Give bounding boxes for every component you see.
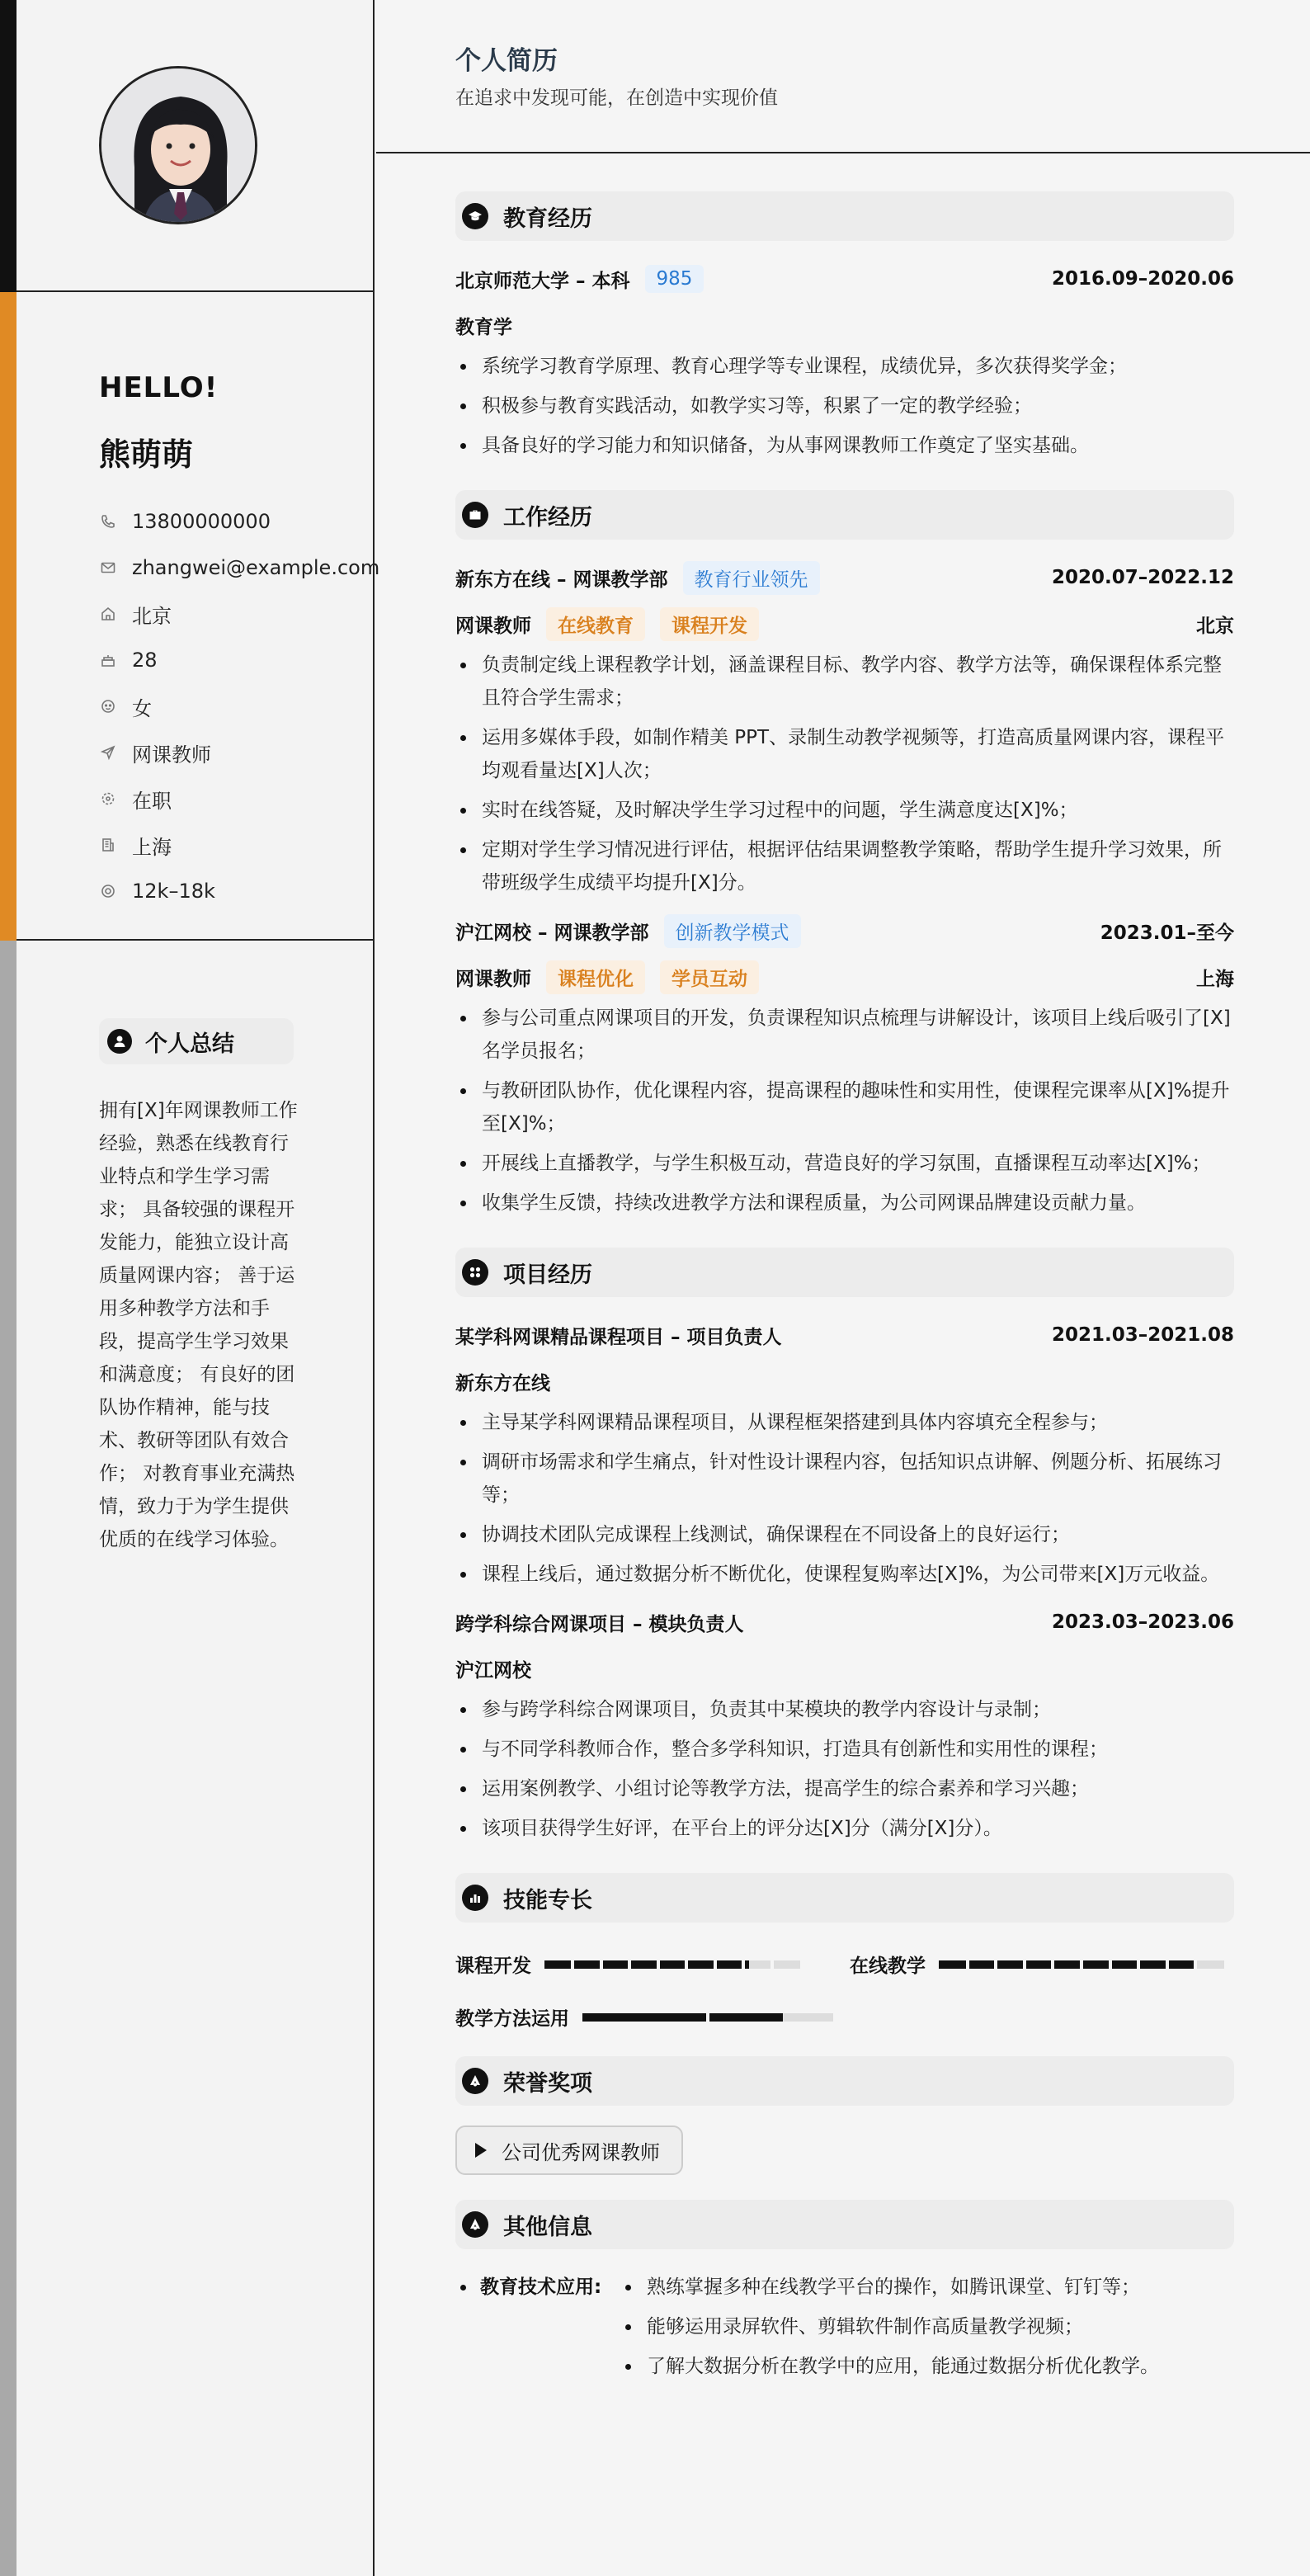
sidebar bbox=[16, 0, 380, 2576]
list-item: 了解大数据分析在教学中的应用，能通过数据分析优化教学。 bbox=[620, 2350, 1159, 2383]
award-icon bbox=[462, 2068, 488, 2094]
list-item: 主导某学科网课精品课程项目，从课程框架搭建到具体内容填充全程参与； bbox=[455, 1406, 1234, 1439]
other-section bbox=[455, 2200, 1234, 2377]
info-gender-value: 女 bbox=[132, 696, 152, 720]
mail-icon bbox=[99, 559, 117, 577]
cake-icon bbox=[99, 651, 117, 669]
list-item: 参与跨学科综合网课项目，负责其中某模块的教学内容设计与录制； bbox=[455, 1693, 1234, 1726]
skill-bar-gap bbox=[628, 1960, 631, 1969]
skill-name: 在线教学 bbox=[850, 1956, 926, 1977]
resume-header bbox=[376, 0, 1310, 153]
skill-bar-gap bbox=[1051, 1960, 1054, 1969]
building-icon bbox=[99, 836, 117, 854]
job-company-tag: 创新教学模式 bbox=[664, 914, 801, 948]
job-company: 新东方在线 – 网课教学部 bbox=[455, 569, 668, 591]
skill-bar-gap bbox=[1137, 1960, 1140, 1969]
work-section bbox=[455, 490, 1234, 1220]
briefcase-icon bbox=[462, 502, 488, 528]
education-major: 教育学 bbox=[455, 316, 512, 338]
grid-icon bbox=[462, 1259, 488, 1286]
skill-bar-gap bbox=[742, 1960, 745, 1969]
info-age-value: 28 bbox=[132, 649, 158, 672]
job-date: 2023.01–至今 bbox=[1100, 922, 1234, 944]
list-item: 运用多媒体手段，如制作精美 PPT、录制生动教学视频等，打造高质量网课内容，课程平均观看量达[X]人次； bbox=[455, 721, 1234, 787]
job-role-row bbox=[455, 954, 1234, 1000]
list-item: 负责制定线上课程教学计划，涵盖课程目标、教学内容、教学方法等，确保课程体系完整且符合学生需求； bbox=[455, 649, 1234, 715]
accent-strip-bottom bbox=[0, 941, 16, 2576]
job-role: 网课教师 bbox=[455, 615, 531, 637]
skills-title: 技能专长 bbox=[503, 1887, 592, 1913]
summary-heading bbox=[99, 1018, 294, 1064]
honor-badge bbox=[455, 2125, 683, 2175]
skill-item bbox=[455, 1951, 800, 1978]
graduation-cap-icon bbox=[462, 203, 488, 229]
list-item: 与不同学科教师合作，整合多学科知识，打造具有创新性和实用性的课程； bbox=[455, 1733, 1234, 1766]
other-info-label: 教育技术应用: bbox=[480, 2271, 601, 2304]
skill-bar-gap bbox=[714, 1960, 717, 1969]
info-salary bbox=[99, 868, 379, 914]
job-role-row bbox=[455, 601, 1234, 647]
list-item: 积极参与教育实践活动，如教学实习等，积累了一定的教学经验； bbox=[455, 389, 1234, 422]
job-city: 北京 bbox=[1196, 615, 1234, 637]
skill-name: 课程开发 bbox=[455, 1956, 531, 1977]
list-item: 参与公司重点网课项目的开发，负责课程知识点梳理与讲解设计，该项目上线后吸引了[X]名学员报名； bbox=[455, 1002, 1234, 1068]
hello-heading: HELLO! bbox=[99, 371, 219, 404]
job-header bbox=[455, 908, 1234, 954]
education-title: 教育经历 bbox=[503, 205, 592, 232]
user-icon bbox=[107, 1029, 132, 1054]
job-role-tag: 课程开发 bbox=[660, 607, 759, 641]
info-position bbox=[99, 729, 379, 776]
school-tag: 985 bbox=[645, 265, 704, 293]
info-email bbox=[99, 545, 379, 591]
job-role-tag: 学员互动 bbox=[660, 960, 759, 994]
info-location bbox=[99, 591, 379, 637]
project-org: 新东方在线 bbox=[455, 1372, 550, 1394]
education-bullets bbox=[455, 350, 1234, 462]
summary-text: 拥有[X]年网课教师工作经验，熟悉在线教育行业特点和学生学习需求； 具备较强的课程开发能力，能独立设计高质量网课内容； 善于运用多种教学方法和手段，提高学生学习效果和满意度； 有良好的团队协作精神，能与技术、教研等团队有效合作； 对教育事业充满热情，致力于为学生提供优质的在线学习体验。 bbox=[99, 1100, 298, 1550]
info-status bbox=[99, 776, 379, 822]
skill-bar-gap bbox=[600, 1960, 603, 1969]
job-role-tag: 课程优化 bbox=[546, 960, 645, 994]
skill-bar-gap bbox=[994, 1960, 997, 1969]
skills-heading bbox=[455, 1873, 1234, 1923]
list-item: 与教研团队协作，优化课程内容，提高课程的趣味性和实用性，使课程完课率从[X]%提升至[X]%； bbox=[455, 1074, 1234, 1140]
job-entry bbox=[455, 908, 1234, 1220]
skill-bar-gap bbox=[1023, 1960, 1026, 1969]
skill-bar-gap bbox=[1194, 1960, 1197, 1969]
skills-list bbox=[455, 1923, 1234, 2030]
skill-item bbox=[850, 1951, 1224, 1978]
project-bullets bbox=[455, 1693, 1234, 1845]
skill-bar bbox=[544, 1960, 800, 1969]
project-org-row bbox=[455, 1358, 1234, 1404]
honor-label: 公司优秀网课教师 bbox=[502, 2140, 660, 2164]
work-title: 工作经历 bbox=[503, 504, 592, 531]
skill-bar-fill bbox=[544, 1960, 749, 1969]
project-entry bbox=[455, 1599, 1234, 1845]
list-item: 实时在线答疑，及时解决学生学习过程中的问题，学生满意度达[X]%； bbox=[455, 794, 1234, 827]
job-company-tag: 教育行业领先 bbox=[683, 561, 820, 595]
honors-title: 荣誉奖项 bbox=[503, 2070, 592, 2097]
info-target-city-value: 上海 bbox=[132, 835, 172, 859]
photo-section bbox=[16, 0, 373, 292]
skill-item bbox=[455, 2003, 833, 2031]
summary-title: 个人总结 bbox=[145, 1031, 234, 1057]
job-company: 沪江网校 – 网课教学部 bbox=[455, 922, 649, 944]
skill-bar-gap bbox=[657, 1960, 660, 1969]
star-icon bbox=[462, 2211, 488, 2238]
honors-list bbox=[455, 2125, 1234, 2175]
skill-bar-gap bbox=[571, 1960, 574, 1969]
accent-strip-middle bbox=[0, 292, 16, 941]
job-date: 2020.07–2022.12 bbox=[1051, 567, 1234, 588]
project-header bbox=[455, 1599, 1234, 1645]
skill-bar-gap bbox=[1109, 1960, 1112, 1969]
info-phone bbox=[99, 498, 379, 545]
send-icon bbox=[99, 743, 117, 762]
skill-bar-fill bbox=[939, 1960, 1195, 1969]
contact-info-list bbox=[99, 498, 379, 914]
skill-bar-gap bbox=[1080, 1960, 1083, 1969]
skill-bar-gap bbox=[966, 1960, 969, 1969]
education-entry-header bbox=[455, 256, 1234, 302]
project-name: 某学科网课精品课程项目 – 项目负责人 bbox=[455, 1326, 782, 1348]
skill-bar-gap bbox=[770, 1960, 774, 1969]
page-subtitle: 在追求中发现可能，在创造中实现价值 bbox=[455, 87, 778, 109]
page-title: 个人简历 bbox=[455, 46, 558, 76]
skills-section bbox=[455, 1873, 1234, 2030]
school-name: 北京师范大学 – 本科 bbox=[455, 270, 630, 292]
skill-name: 教学方法运用 bbox=[455, 2008, 569, 2030]
play-icon bbox=[475, 2143, 487, 2158]
list-item: 熟练掌握多种在线教学平台的操作，如腾讯课堂、钉钉等； bbox=[620, 2271, 1159, 2304]
list-item: 该项目获得学生好评，在平台上的评分达[X]分（满分[X]分）。 bbox=[455, 1812, 1234, 1845]
info-phone-value: 13800000000 bbox=[132, 510, 271, 533]
info-salary-value: 12k–18k bbox=[132, 880, 215, 903]
project-bullets bbox=[455, 1406, 1234, 1591]
info-target-city bbox=[99, 822, 379, 868]
accent-strip-top bbox=[0, 0, 16, 292]
list-item: 调研市场需求和学生痛点，针对性设计课程内容，包括知识点讲解、例题分析、拓展练习等； bbox=[455, 1446, 1234, 1512]
info-email-value: zhangwei@example.com bbox=[132, 556, 380, 579]
info-gender bbox=[99, 683, 379, 729]
skill-bar-gap bbox=[1166, 1960, 1169, 1969]
skill-bar bbox=[582, 2013, 833, 2022]
job-bullets bbox=[455, 1002, 1234, 1220]
list-item: 协调技术团队完成课程上线测试，确保课程在不同设备上的良好运行； bbox=[455, 1518, 1234, 1551]
list-item: 开展线上直播教学，与学生积极互动，营造良好的学习氛围，直播课程互动率达[X]%； bbox=[455, 1147, 1234, 1180]
list-item: 收集学生反馈，持续改进教学方法和课程质量，为公司网课品牌建设贡献力量。 bbox=[455, 1187, 1234, 1220]
projects-title: 项目经历 bbox=[503, 1262, 592, 1288]
other-info-list bbox=[620, 2271, 1159, 2390]
project-entry bbox=[455, 1312, 1234, 1591]
job-entry bbox=[455, 554, 1234, 899]
project-date: 2023.03–2023.06 bbox=[1051, 1611, 1234, 1633]
work-heading bbox=[455, 490, 1234, 540]
list-item: 课程上线后，通过数据分析不断优化，使课程复购率达[X]%，为公司带来[X]万元收益。 bbox=[455, 1558, 1234, 1591]
other-heading bbox=[455, 2200, 1234, 2249]
list-item: 具备良好的学习能力和知识储备，为从事网课教师工作奠定了坚实基础。 bbox=[455, 429, 1234, 462]
gender-icon bbox=[99, 697, 117, 715]
phone-icon bbox=[99, 512, 117, 531]
other-title: 其他信息 bbox=[503, 2214, 592, 2240]
list-item: 能够运用录屏软件、剪辑软件制作高质量教学视频； bbox=[620, 2310, 1159, 2343]
info-age bbox=[99, 637, 379, 683]
main-content bbox=[376, 0, 1310, 2576]
avatar-portrait bbox=[101, 68, 257, 224]
job-role-tag: 在线教育 bbox=[546, 607, 645, 641]
list-item: 定期对学生学习情况进行评估，根据评估结果调整教学策略，帮助学生提升学习效果，所带班级学生成绩平均提升[X]分。 bbox=[455, 833, 1234, 899]
project-name: 跨学科综合网课项目 – 模块负责人 bbox=[455, 1613, 744, 1635]
avatar bbox=[99, 66, 257, 224]
education-section bbox=[455, 191, 1234, 462]
education-date: 2016.09–2020.06 bbox=[1051, 268, 1234, 290]
project-org-row bbox=[455, 1645, 1234, 1691]
projects-section bbox=[455, 1248, 1234, 1845]
honors-section bbox=[455, 2056, 1234, 2175]
job-city: 上海 bbox=[1196, 968, 1234, 990]
skill-bar-gap bbox=[706, 2013, 709, 2022]
skill-bar bbox=[939, 1960, 1224, 1969]
info-location-value: 北京 bbox=[132, 604, 172, 628]
education-heading bbox=[455, 191, 1234, 241]
profile-section bbox=[16, 292, 380, 941]
resume-body bbox=[455, 191, 1234, 2377]
education-major-row bbox=[455, 302, 1234, 348]
status-icon bbox=[99, 790, 117, 808]
list-item: 系统学习教育学原理、教育心理学等专业课程，成绩优异，多次获得奖学金； bbox=[455, 350, 1234, 383]
home-icon bbox=[99, 605, 117, 623]
info-status-value: 在职 bbox=[132, 789, 172, 813]
info-position-value: 网课教师 bbox=[132, 743, 211, 767]
projects-heading bbox=[455, 1248, 1234, 1297]
job-header bbox=[455, 554, 1234, 601]
project-header bbox=[455, 1312, 1234, 1358]
job-role: 网课教师 bbox=[455, 968, 531, 990]
honors-heading bbox=[455, 2056, 1234, 2106]
project-org: 沪江网校 bbox=[455, 1659, 531, 1682]
project-date: 2021.03–2021.08 bbox=[1051, 1324, 1234, 1346]
list-item: 运用案例教学、小组讨论等教学方法，提高学生的综合素养和学习兴趣； bbox=[455, 1772, 1234, 1805]
coin-icon bbox=[99, 882, 117, 900]
skill-bar-gap bbox=[685, 1960, 688, 1969]
bar-chart-icon bbox=[462, 1885, 488, 1911]
person-name: 熊萌萌 bbox=[99, 436, 194, 473]
job-bullets bbox=[455, 649, 1234, 899]
skill-bar-fill bbox=[582, 2013, 783, 2022]
